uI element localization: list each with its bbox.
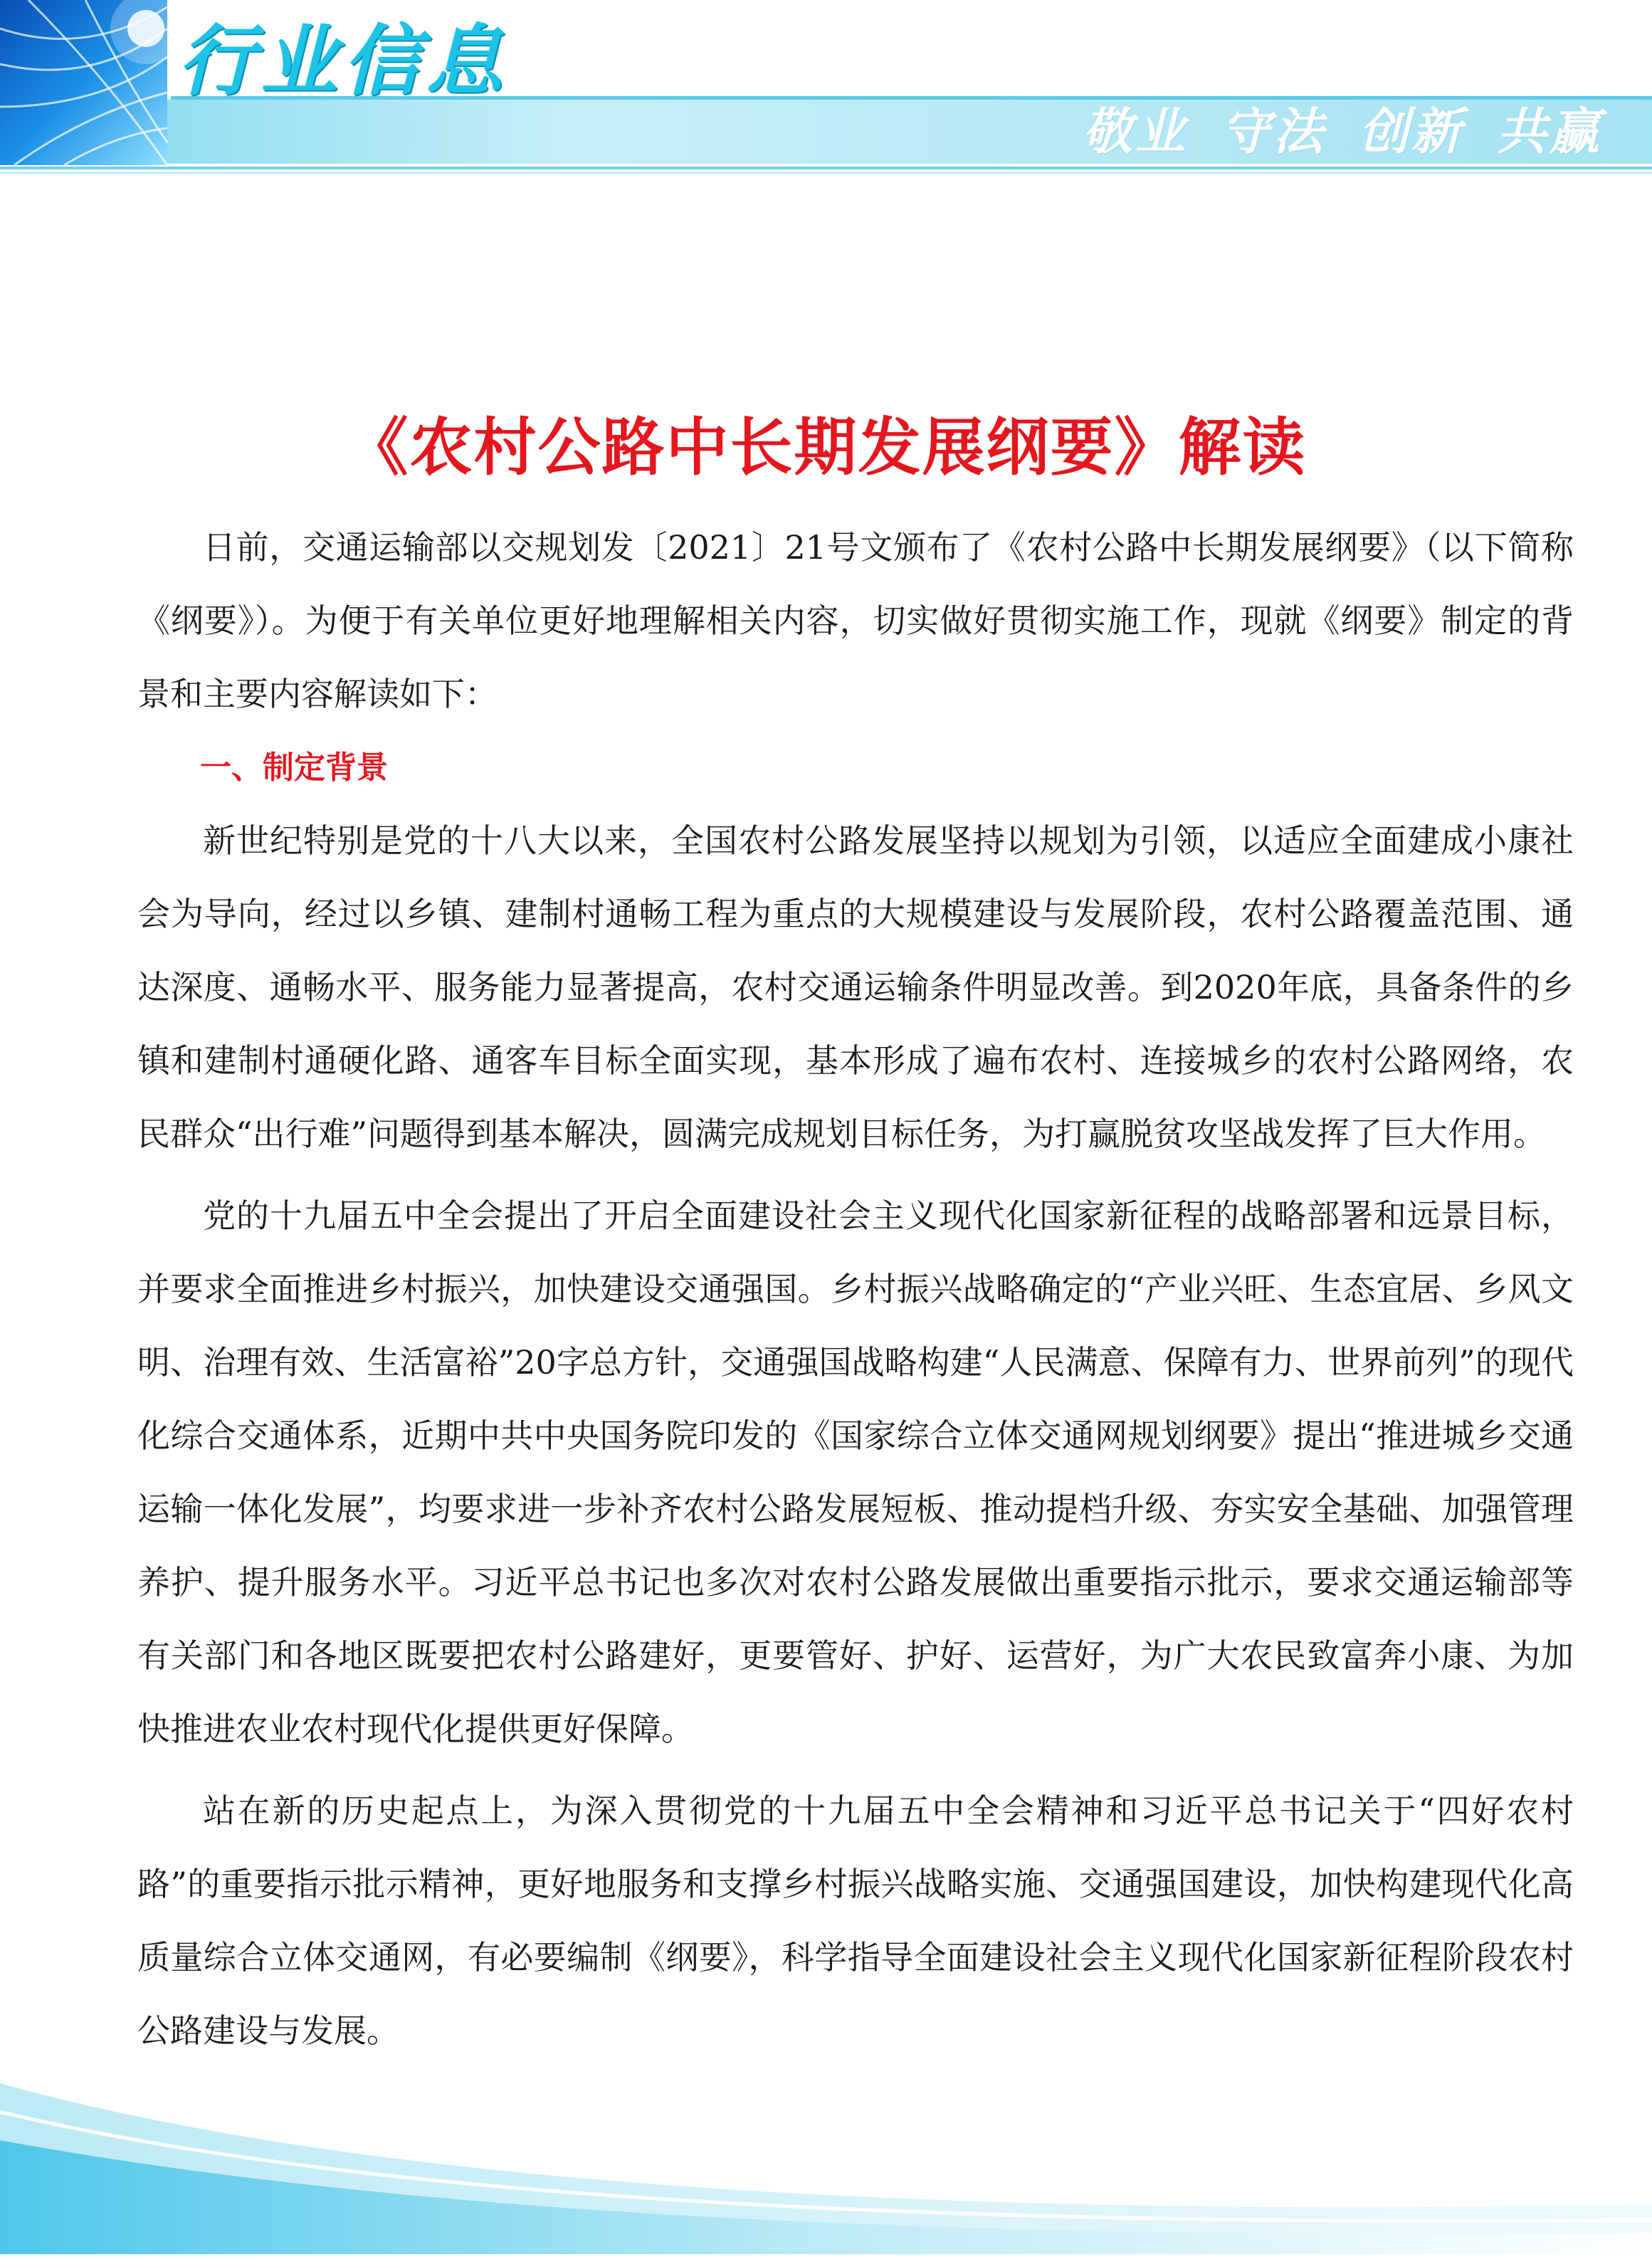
footer-wave xyxy=(0,2041,1652,2254)
motto-word: 敬业 xyxy=(1083,102,1188,161)
section-name: 行业信息 xyxy=(178,17,509,106)
body-paragraph: 党的十九届五中全会提出了开启全面建设社会主义现代化国家新征程的战略部署和远景目标，并要求全面推进乡村振兴，加快建设交通强国。乡村振兴战略确定的“产业兴旺、生态宜居、乡风文明、治理有效、生活富裕”20字总方针，交通强国战略构建“人民满意、保障有力、世界前列”的现代化综合交通体系，近期中共中央国务院印发的《国家综合立体交通网规划纲要》提出“推进城乡交通运输一体化发展”，均要求进一步补齐农村公路发展短板、推动提档升级、夯实安全基础、加强管理养护、提升服务水平。习近平总书记也多次对农村公路发展做出重要指示批示，要求交通运输部等有关部门和各地区既要把农村公路建好，更要管好、护好、运营好，为广大农民致富奔小康、为加快推进农业农村现代化提供更好保障。 xyxy=(137,1196,1574,1748)
motto-word: 守法 xyxy=(1221,102,1326,161)
article-title: 《农村公路中长期发展纲要》解读 xyxy=(345,410,1307,484)
article-body xyxy=(137,511,1574,2068)
body-paragraph: 站在新的历史起点上，为深入贯彻党的十九届五中全会精神和习近平总书记关于“四好农村路”的重要指示批示精神，更好地服务和支撑乡村振兴战略实施、交通强国建设，加快构建现代化高质量综合立体交通网，有必要编制《纲要》，科学指导全面建设社会主义现代化国家新征程阶段农村公路建设与发展。 xyxy=(137,1792,1574,2050)
section-heading: 一、制定背景 xyxy=(200,749,388,786)
motto xyxy=(1050,100,1602,164)
wave-graphic xyxy=(0,2041,1652,2254)
intro-paragraph: 日前，交通运输部以交规划发〔2021〕21号文颁布了《农村公路中长期发展纲要》（以下简称《纲要》）。为便于有关单位更好地理解相关内容，切实做好贯彻实施工作，现就《纲要》制定的背景和主要内容解读如下： xyxy=(137,528,1574,713)
body-paragraph: 新世纪特别是党的十八大以来，全国农村公路发展坚持以规划为引领，以适应全面建成小康社会为导向，经过以乡镇、建制村通畅工程为重点的大规模建设与发展阶段，农村公路覆盖范围、通达深度、通畅水平、服务能力显著提高，农村交通运输条件明显改善。到2020年底，具备条件的乡镇和建制村通硬化路、通客车目标全面实现，基本形成了遍布农村、连接城乡的农村公路网络，农民群众“出行难”问题得到基本解决，圆满完成规划目标任务，为打赢脱贫攻坚战发挥了巨大作用。 xyxy=(137,821,1574,1153)
motto-word: 创新 xyxy=(1359,102,1464,161)
header-banner xyxy=(0,0,1652,178)
motto-word: 共赢 xyxy=(1497,102,1602,161)
